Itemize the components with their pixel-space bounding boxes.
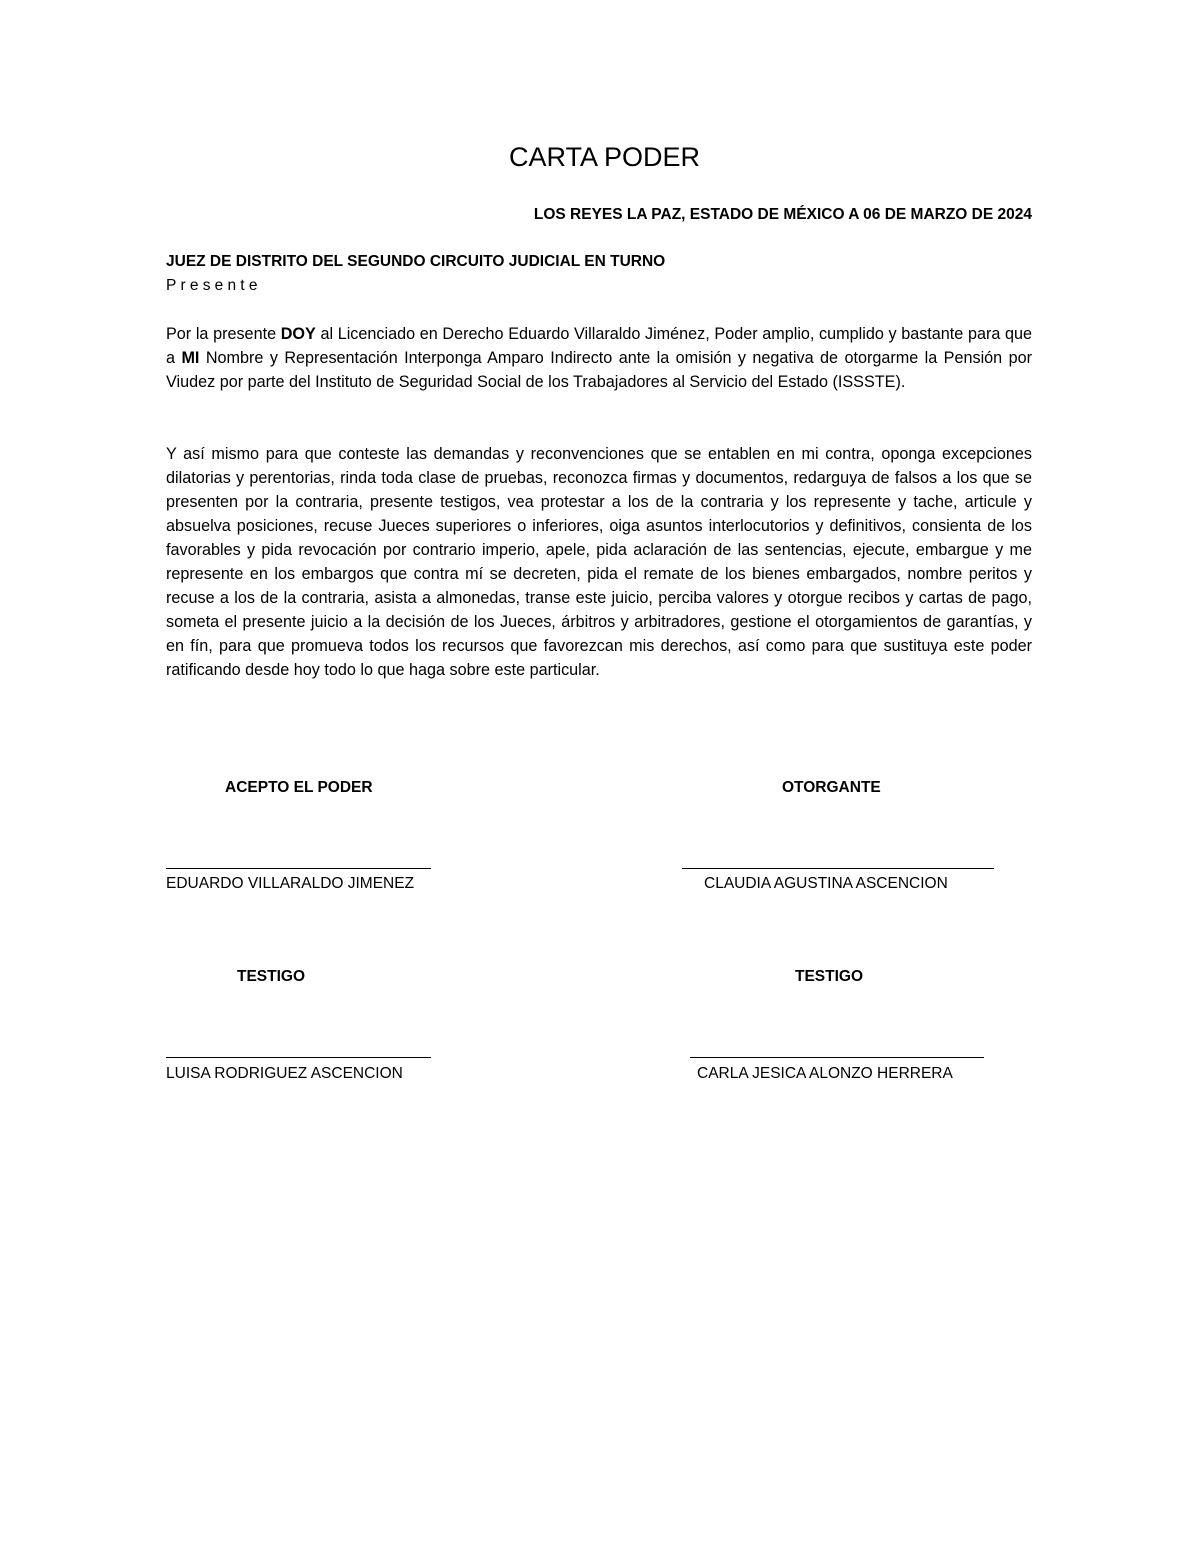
testigo-right-name: CARLA JESICA ALONZO HERRERA [697, 1065, 953, 1082]
signature-line-testigo-left [166, 1057, 431, 1058]
paragraph1-part2: al Licenciado en Derecho Eduardo Villaraldo Jiménez, Poder amplio, cumplido y bastante para que a [166, 325, 1032, 367]
paragraph1-bold-mi: MI [181, 349, 200, 367]
testigo-right-label: TESTIGO [795, 968, 864, 985]
paragraph-grant-power [166, 322, 1032, 394]
acepto-name: EDUARDO VILLARALDO JIMENEZ [166, 875, 415, 892]
document-title: CARTA PODER [508, 142, 701, 172]
paragraph1-part1: Por la presente [166, 325, 281, 343]
signature-line-testigo-right [690, 1057, 984, 1058]
signature-line-otorgante [682, 868, 994, 869]
place-date-line: LOS REYES LA PAZ, ESTADO DE MÉXICO A 06 DE MARZO DE 2024 [533, 206, 1032, 223]
acepto-el-poder-label: ACEPTO EL PODER [225, 779, 373, 796]
salutation-presente: Presente [166, 277, 262, 294]
paragraph-faculties: Y así mismo para que conteste las demandas y reconvenciones que se entablen en mi contra, oponga excepciones dilatorias y perentorias, rinda toda clase de pruebas, reconozca firmas y documentos, redarguya de falsos a los que se presenten por la contraria, presente testigos, vea protestar a los de la contraria y los represente y tache, articule y absuelva posiciones, recuse Jueces superiores o inferiores, oiga asuntos interlocutorios y definitivos, consienta de los favorables y pida revocación por contrario imperio, apele, pida aclaración de las sentencias, ejecute, embargue y me represente en los embargos que contra mí se decreten, pida el remate de los bienes embargados, nombre peritos y recuse a los de la contraria, asista a almonedas, transe este juicio, perciba valores y otorgue recibos y cartas de pago, someta el presente juicio a la decisión de los Jueces, árbitros y arbitradores, gestione el otorgamientos de garantías, y en fín, para que promueva todos los recursos que favorezcan mis derechos, así como para que sustituya este poder ratificando desde hoy todo lo que haga sobre este particular. [166, 445, 1032, 679]
paragraph1-bold-doy: DOY [280, 325, 316, 343]
testigo-left-label: TESTIGO [237, 968, 306, 985]
otorgante-label: OTORGANTE [782, 779, 881, 796]
addressee-line: JUEZ DE DISTRITO DEL SEGUNDO CIRCUITO JUDICIAL EN TURNO [166, 253, 666, 270]
paragraph1-part3: Nombre y Representación Interponga Amparo Indirecto ante la omisión y negativa de otorgarme la Pensión por Viudez por parte del Instituto de Seguridad Social de los Trabajadores al Servicio del Estado (ISSSTE). [166, 349, 1032, 391]
otorgante-name: CLAUDIA AGUSTINA ASCENCION [704, 875, 948, 892]
testigo-left-name: LUISA RODRIGUEZ ASCENCION [166, 1065, 403, 1082]
signature-line-acepto [166, 868, 431, 869]
